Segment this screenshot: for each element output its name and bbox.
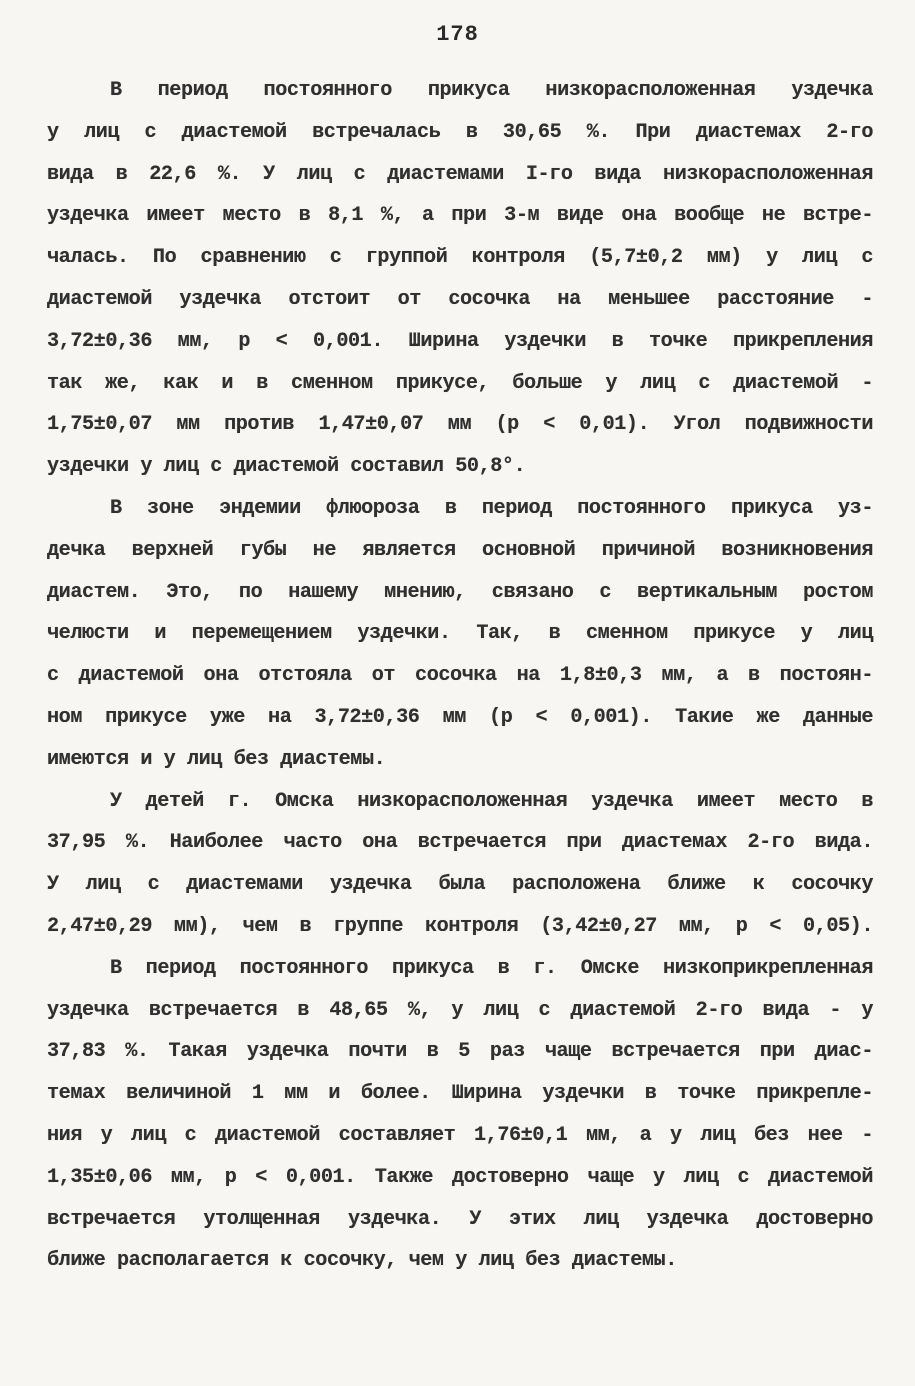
text-line: ном прикусе уже на 3,72±0,36 мм (р < 0,001). Такие же данные bbox=[47, 705, 873, 729]
text-line: В период постоянного прикуса в г. Омске низкоприкрепленная bbox=[110, 956, 873, 980]
text-line: У лиц с диастемами уздечка была расположена ближе к сосочку bbox=[47, 873, 873, 897]
page-number: 178 bbox=[436, 22, 479, 47]
text-line: 2,47±0,29 мм), чем в группе контроля (3,42±0,27 мм, р < 0,05). bbox=[47, 914, 873, 938]
text-line: дечка верхней губы не является основной причиной возникновения bbox=[47, 538, 873, 562]
text-line: 37,83 %. Такая уздечка почти в 5 раз чаще встречается при диас- bbox=[47, 1040, 873, 1064]
text-line: так же, как и в сменном прикусе, больше у лиц с диастемой - bbox=[47, 371, 873, 395]
text-line: У детей г. Омска низкорасположенная уздечка имеет место в bbox=[110, 789, 873, 813]
text-line: уздечка встречается в 48,65 %, у лиц с диастемой 2-го вида - у bbox=[47, 998, 873, 1022]
text-line: 1,35±0,06 мм, р < 0,001. Также достоверно чаще у лиц с диастемой bbox=[47, 1165, 873, 1189]
text-line: у лиц с диастемой встречалась в 30,65 %. При диастемах 2-го bbox=[47, 120, 873, 144]
text-line: диастем. Это, по нашему мнению, связано с вертикальным ростом bbox=[47, 580, 873, 604]
text-line: с диастемой она отстояла от сосочка на 1,8±0,3 мм, а в постоян- bbox=[47, 664, 873, 688]
text-line: В период постоянного прикуса низкорасположенная уздечка bbox=[110, 79, 873, 102]
text-line: 3,72±0,36 мм, р < 0,001. Ширина уздечки в точке прикрепления bbox=[47, 329, 873, 353]
text-line: темах величиной 1 мм и более. Ширина уздечки в точке прикрепле- bbox=[47, 1082, 873, 1106]
text-line: встречается утолщенная уздечка. У этих лиц уздечка достоверно bbox=[47, 1207, 873, 1231]
text-line: ближе располагается к сосочку, чем у лиц без диастемы. bbox=[47, 1249, 677, 1273]
text-line: В зоне эндемии флюороза в период постоянного прикуса уз- bbox=[110, 496, 873, 520]
text-line: чалась. По сравнению с группой контроля (5,7±0,2 мм) у лиц с bbox=[47, 246, 873, 270]
text-line: челюсти и перемещением уздечки. Так, в сменном прикусе у лиц bbox=[47, 622, 873, 646]
text-line: 37,95 %. Наиболее часто она встречается при диастемах 2-го вида. bbox=[47, 831, 873, 855]
text-line: уздечки у лиц с диастемой составил 50,8°. bbox=[47, 455, 526, 479]
text-line: 1,75±0,07 мм против 1,47±0,07 мм (р < 0,01). Угол подвижности bbox=[47, 413, 873, 437]
body-text bbox=[47, 70, 873, 1282]
text-line: диастемой уздечка отстоит от сосочка на меньшее расстояние - bbox=[47, 287, 873, 311]
text-line: вида в 22,6 %. У лиц с диастемами I-го вида низкорасположенная bbox=[47, 162, 873, 186]
text-line: ния у лиц с диастемой составляет 1,76±0,1 мм, а у лиц без нее - bbox=[47, 1123, 873, 1147]
text-line: имеются и у лиц без диастемы. bbox=[47, 747, 386, 771]
text-line: уздечка имеет место в 8,1 %, а при 3-м виде она вообще не встре- bbox=[47, 204, 873, 228]
